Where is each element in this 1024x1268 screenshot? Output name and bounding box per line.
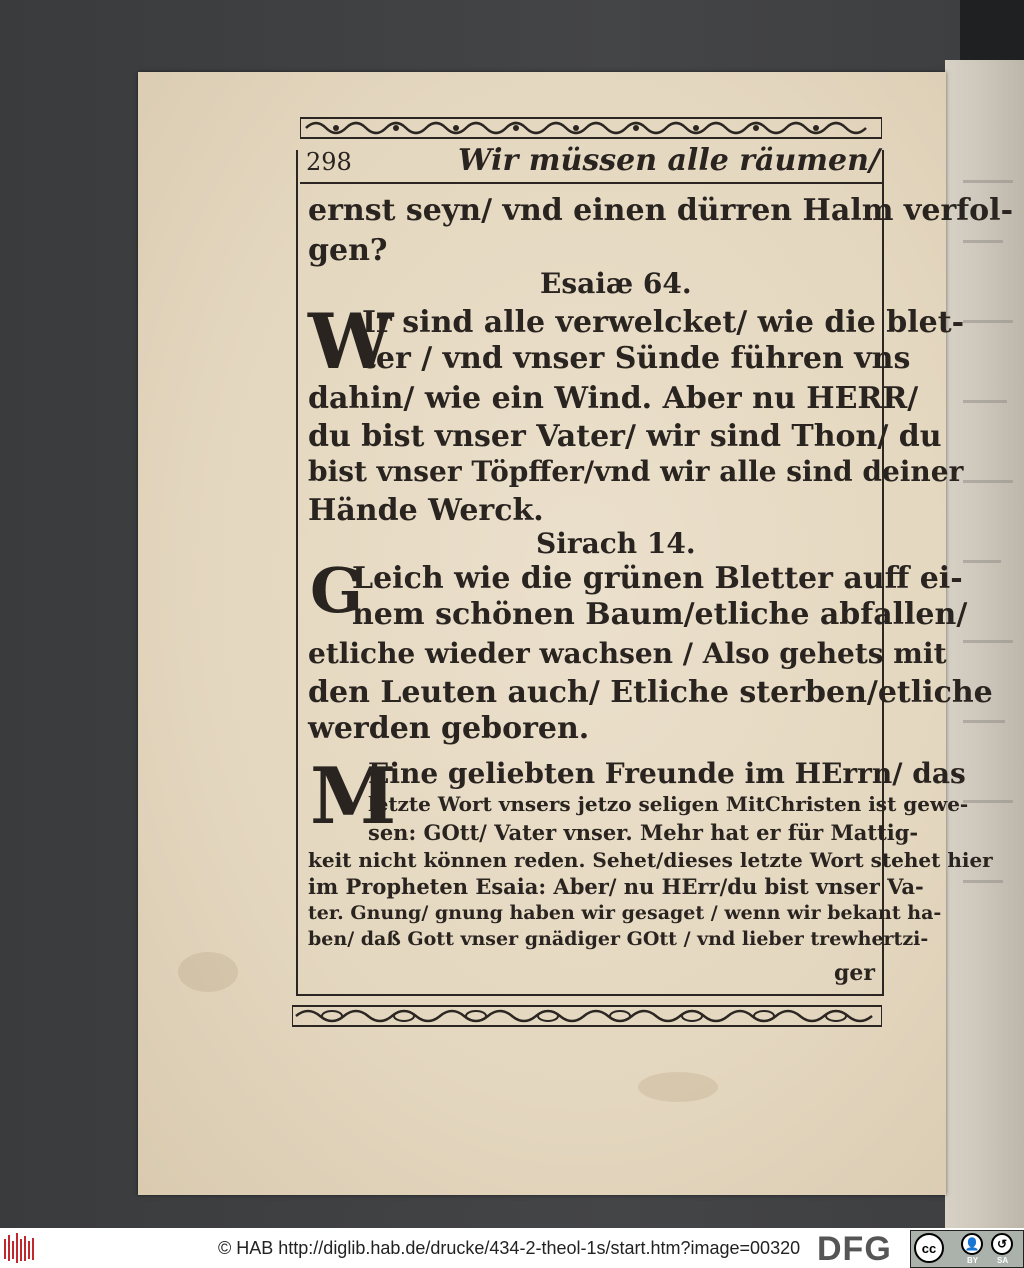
scripture-line: Ir sind alle verwelcket/ wie die blet- bbox=[362, 305, 965, 340]
library-logo-icon bbox=[4, 1233, 36, 1263]
scripture-line: dahin/ wie ein Wind. Aber nu HERR/ bbox=[308, 381, 919, 416]
attribution-icon: 👤 bbox=[961, 1233, 983, 1255]
adjacent-page-edge bbox=[945, 60, 1024, 1228]
sermon-line: ter. Gnung/ gnung haben wir gesaget / wenn wir bekant ha- bbox=[308, 902, 942, 924]
scripture-line: Hände Werck. bbox=[308, 493, 544, 528]
scripture-line: nem schönen Baum/etliche abfallen/ bbox=[352, 597, 968, 632]
paper-stain bbox=[638, 1072, 718, 1102]
scripture-reference: Esaiæ 64. bbox=[540, 267, 692, 300]
scripture-line: etliche wieder wachsen / Also gehets mit bbox=[308, 637, 947, 670]
sermon-line: Eine geliebten Freunde im HErrn/ das bbox=[368, 757, 966, 790]
sermon-line: ben/ daß Gott vnser gnädiger GOtt / vnd lieber trewhertzi- bbox=[308, 928, 929, 950]
scripture-line: ter / vnd vnser Sünde führen vns bbox=[362, 341, 911, 376]
drop-cap: M bbox=[310, 751, 397, 842]
drop-cap: G bbox=[310, 554, 363, 627]
scripture-line: den Leuten auch/ Etliche sterben/etliche bbox=[308, 675, 993, 710]
copyright-link[interactable]: © HAB http://diglib.hab.de/drucke/434-2-theol-1s/start.htm?image=00320 bbox=[218, 1238, 801, 1258]
cc-license-badge[interactable] bbox=[910, 1230, 1024, 1268]
sermon-line: sen: GOtt/ Vater vnser. Mehr hat er für Mattig- bbox=[368, 820, 919, 845]
running-title: Wir müssen alle räumen/ bbox=[458, 143, 880, 178]
scripture-reference: Sirach 14. bbox=[536, 527, 696, 560]
bottom-ornament-border bbox=[292, 1004, 882, 1028]
drop-cap: W bbox=[308, 297, 394, 386]
scripture-line: Leich wie die grünen Bletter auff ei- bbox=[352, 561, 963, 596]
dfg-logo: DFG bbox=[817, 1230, 892, 1268]
top-ornament-border bbox=[300, 116, 882, 140]
sermon-line: keit nicht können reden. Sehet/dieses letzte Wort stehet hier bbox=[308, 848, 993, 872]
header-rule bbox=[300, 182, 882, 184]
license-sa-label: SA bbox=[997, 1256, 1009, 1265]
paper-stain bbox=[178, 952, 238, 992]
scan-corner bbox=[960, 0, 1024, 60]
sermon-line: im Propheten Esaia: Aber/ nu HErr/du bist vnser Va- bbox=[308, 874, 924, 899]
scripture-line: du bist vnser Vater/ wir sind Thon/ du bbox=[308, 419, 942, 454]
body-line: ernst seyn/ vnd einen dürren Halm verfol- bbox=[308, 193, 1014, 228]
body-line: gen? bbox=[308, 233, 388, 268]
scripture-line: werden geboren. bbox=[308, 711, 590, 746]
scripture-line: bist vnser Töpffer/vnd wir alle sind deiner bbox=[308, 455, 964, 488]
page-number: 298 bbox=[306, 148, 352, 176]
cc-icon: cc bbox=[914, 1233, 944, 1263]
sermon-line: letzte Wort vnsers jetzo seligen MitChristen ist gewe- bbox=[368, 792, 969, 816]
license-by-label: BY bbox=[967, 1256, 979, 1265]
share-alike-icon: ↺ bbox=[991, 1233, 1013, 1255]
catchword: ger bbox=[834, 960, 875, 986]
